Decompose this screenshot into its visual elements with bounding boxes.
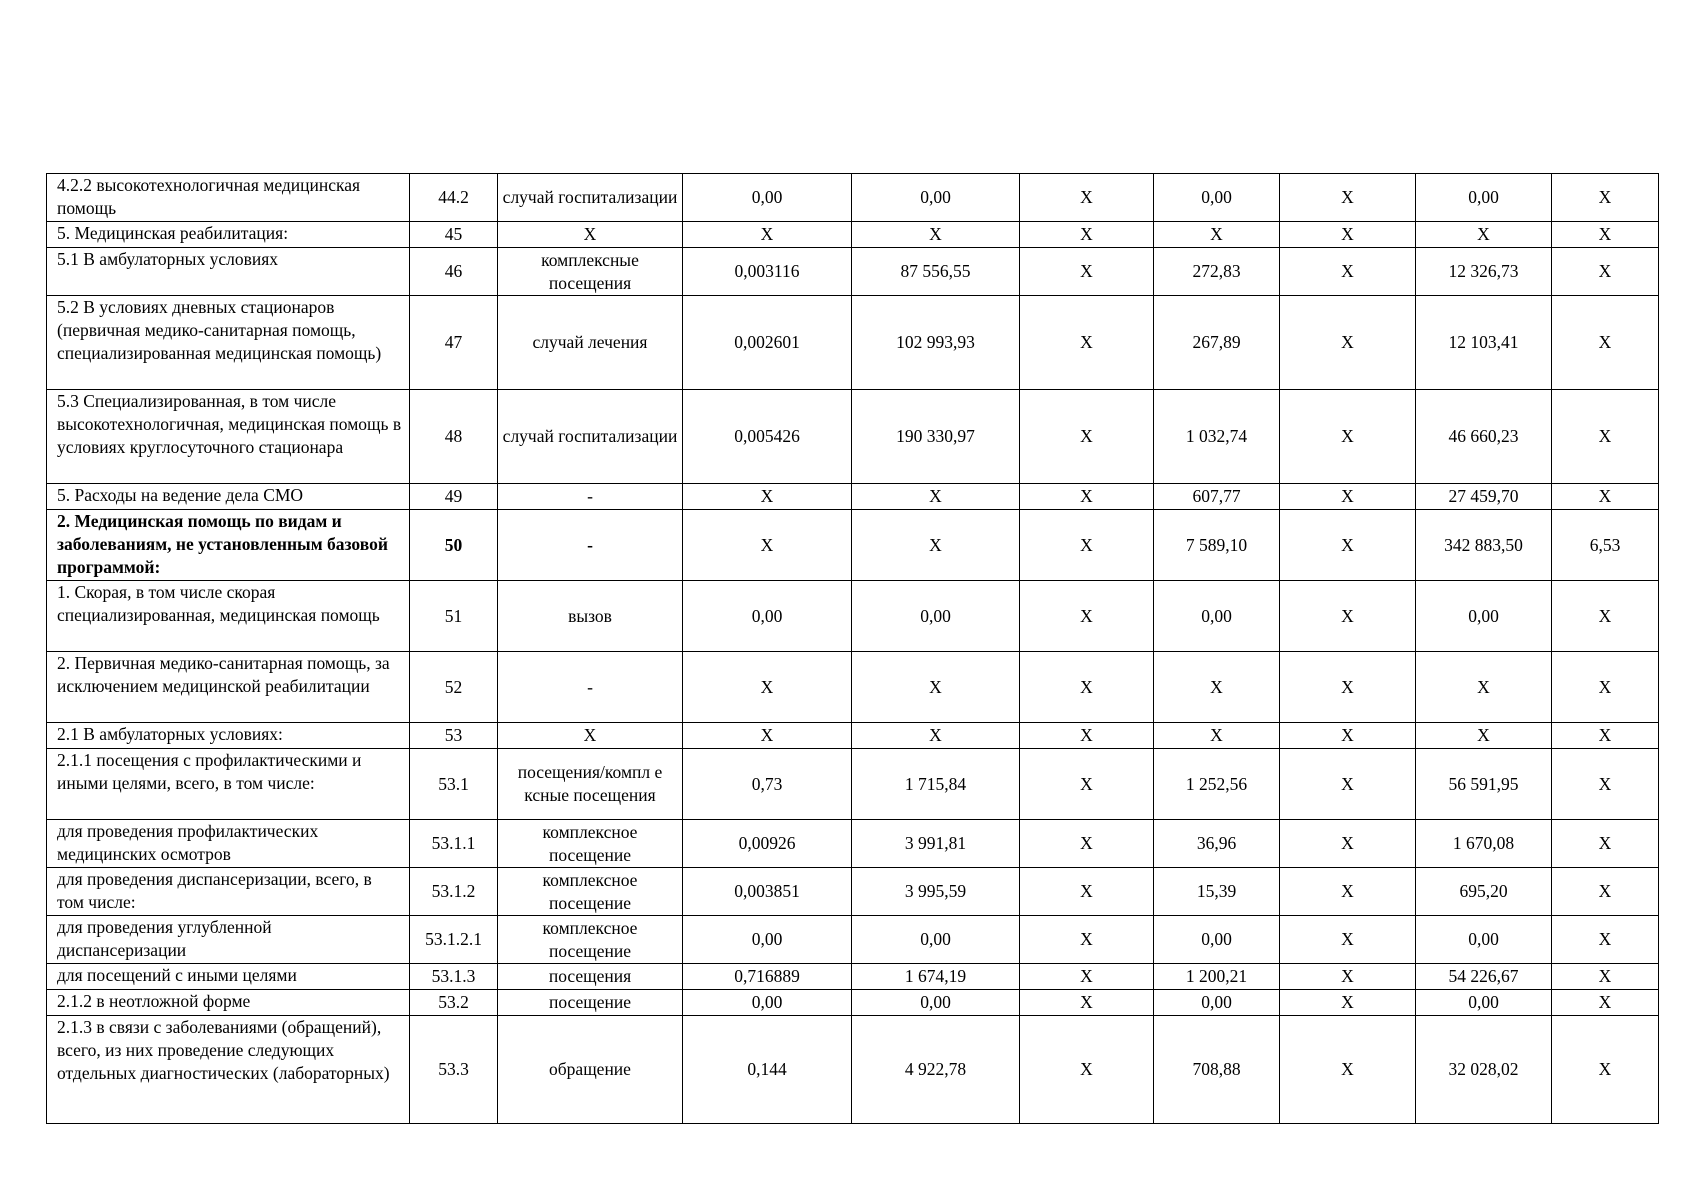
row-value-cell: X [1280,484,1416,510]
row-value-cell: X [1280,964,1416,990]
row-value-cell: X [1280,296,1416,390]
row-value-cell: X [1020,868,1154,916]
row-value-cell: X [1552,990,1659,1016]
row-value-cell: 0,00 [852,581,1020,652]
row-unit-cell: случай госпитализации [498,390,683,484]
row-value-cell: 708,88 [1154,1016,1280,1124]
table-row [47,510,1659,581]
row-value-cell: 0,00 [1416,916,1552,964]
row-name-cell: 4.2.2 высокотехнологичная медицинская помощь [47,174,410,222]
row-unit-cell: комплексное посещение [498,820,683,868]
row-value-cell: 0,003116 [683,248,852,296]
row-unit-cell: посещение [498,990,683,1016]
row-code-cell: 53.1.2 [410,868,498,916]
row-value-cell: 0,00 [683,174,852,222]
row-code-cell: 50 [410,510,498,581]
row-code-cell: 48 [410,390,498,484]
row-name-cell: 5. Расходы на ведение дела СМО [47,484,410,510]
row-value-cell: X [1552,916,1659,964]
row-value-cell: X [683,222,852,248]
row-value-cell: X [1154,222,1280,248]
table-row [47,174,1659,222]
row-value-cell: X [1552,820,1659,868]
row-value-cell: X [1280,652,1416,723]
table-row [47,296,1659,390]
row-value-cell: 15,39 [1154,868,1280,916]
row-value-cell: X [1552,652,1659,723]
row-value-cell: X [1020,990,1154,1016]
row-value-cell: 1 674,19 [852,964,1020,990]
row-code-cell: 44.2 [410,174,498,222]
row-value-cell: X [1020,174,1154,222]
row-value-cell: 0,00 [1416,174,1552,222]
row-code-cell: 51 [410,581,498,652]
table-row [47,723,1659,749]
row-value-cell: X [1280,390,1416,484]
row-value-cell: 3 995,59 [852,868,1020,916]
row-value-cell: X [1552,581,1659,652]
row-value-cell: 0,716889 [683,964,852,990]
row-value-cell: X [1020,510,1154,581]
row-name-cell: для посещений с иными целями [47,964,410,990]
table-row [47,652,1659,723]
row-value-cell: 190 330,97 [852,390,1020,484]
table-row [47,868,1659,916]
row-value-cell: 1 670,08 [1416,820,1552,868]
table-row [47,964,1659,990]
expense-table [46,173,1659,1124]
row-name-cell: 1. Скорая, в том числе скорая специализированная, медицинская помощь [47,581,410,652]
row-value-cell: 12 326,73 [1416,248,1552,296]
row-value-cell: X [1552,1016,1659,1124]
row-value-cell: 607,77 [1154,484,1280,510]
row-unit-cell: - [498,652,683,723]
row-value-cell: X [1020,296,1154,390]
row-value-cell: 0,00 [1154,581,1280,652]
row-value-cell: X [1020,581,1154,652]
row-value-cell: 0,005426 [683,390,852,484]
row-value-cell: X [1552,222,1659,248]
row-value-cell: X [1020,652,1154,723]
row-unit-cell: вызов [498,581,683,652]
row-unit-cell: случай лечения [498,296,683,390]
row-value-cell: 87 556,55 [852,248,1020,296]
row-value-cell: X [1552,868,1659,916]
row-unit-cell: случай госпитализации [498,174,683,222]
row-value-cell: X [1020,222,1154,248]
row-value-cell: X [1020,820,1154,868]
row-value-cell: 54 226,67 [1416,964,1552,990]
row-value-cell: X [1280,990,1416,1016]
table-body [47,174,1659,1124]
row-name-cell: 2. Первичная медико-санитарная помощь, за исключением медицинской реабилитации [47,652,410,723]
row-unit-cell: - [498,484,683,510]
row-value-cell: 0,73 [683,749,852,820]
row-value-cell: X [1020,723,1154,749]
row-unit-cell: X [498,723,683,749]
row-unit-cell: обращение [498,1016,683,1124]
row-value-cell: X [1280,868,1416,916]
row-code-cell: 53.1.1 [410,820,498,868]
row-unit-cell: посещения/компл е ксные посещения [498,749,683,820]
row-value-cell: 4 922,78 [852,1016,1020,1124]
row-value-cell: X [1280,916,1416,964]
row-code-cell: 45 [410,222,498,248]
row-value-cell: 342 883,50 [1416,510,1552,581]
row-value-cell: X [1552,964,1659,990]
row-value-cell: 1 715,84 [852,749,1020,820]
row-value-cell: X [1280,820,1416,868]
table-row [47,990,1659,1016]
row-value-cell: X [1020,484,1154,510]
row-name-cell: 2.1.2 в неотложной форме [47,990,410,1016]
row-name-cell: 2.1 В амбулаторных условиях: [47,723,410,749]
row-value-cell: 3 991,81 [852,820,1020,868]
row-name-cell: 5.1 В амбулаторных условиях [47,248,410,296]
row-value-cell: X [1552,248,1659,296]
row-value-cell: 56 591,95 [1416,749,1552,820]
row-value-cell: X [1280,174,1416,222]
row-value-cell: 1 252,56 [1154,749,1280,820]
row-value-cell: 267,89 [1154,296,1280,390]
row-value-cell: X [1280,248,1416,296]
row-value-cell: X [683,510,852,581]
row-value-cell: 0,003851 [683,868,852,916]
row-value-cell: X [1020,248,1154,296]
row-value-cell: X [1280,749,1416,820]
row-value-cell: X [1416,652,1552,723]
row-code-cell: 53.2 [410,990,498,1016]
row-value-cell: X [852,484,1020,510]
row-value-cell: 272,83 [1154,248,1280,296]
row-name-cell: для проведения углубленной диспансеризации [47,916,410,964]
row-code-cell: 47 [410,296,498,390]
row-code-cell: 52 [410,652,498,723]
row-value-cell: X [683,484,852,510]
row-value-cell: X [852,723,1020,749]
row-value-cell: 0,00 [852,174,1020,222]
table-row [47,749,1659,820]
row-name-cell: для проведения диспансеризации, всего, в том числе: [47,868,410,916]
table-row [47,484,1659,510]
row-value-cell: X [1552,174,1659,222]
row-value-cell: 36,96 [1154,820,1280,868]
row-code-cell: 53.1.3 [410,964,498,990]
row-value-cell: X [852,510,1020,581]
table-row [47,1016,1659,1124]
row-value-cell: 1 200,21 [1154,964,1280,990]
row-name-cell: 2. Медицинская помощь по видам и заболеваниям, не установленным базовой программой: [47,510,410,581]
row-value-cell: X [1280,723,1416,749]
row-value-cell: X [1020,1016,1154,1124]
row-unit-cell: - [498,510,683,581]
row-value-cell: X [1154,723,1280,749]
row-value-cell: 0,00926 [683,820,852,868]
row-value-cell: 0,00 [852,990,1020,1016]
row-name-cell: для проведения профилактических медицинских осмотров [47,820,410,868]
row-value-cell: X [1280,222,1416,248]
row-code-cell: 49 [410,484,498,510]
row-name-cell: 2.1.3 в связи с заболеваниями (обращений), всего, из них проведение следующих отдельных диагностических (лабораторных) [47,1016,410,1124]
row-unit-cell: комплексные посещения [498,248,683,296]
row-value-cell: X [1020,390,1154,484]
row-value-cell: 0,00 [1154,990,1280,1016]
row-value-cell: 0,00 [683,916,852,964]
row-value-cell: 0,00 [1154,916,1280,964]
row-name-cell: 5.3 Специализированная, в том числе высокотехнологичная, медицинская помощь в условиях круглосуточного стационара [47,390,410,484]
row-value-cell: 7 589,10 [1154,510,1280,581]
row-code-cell: 53.1.2.1 [410,916,498,964]
row-value-cell: 0,002601 [683,296,852,390]
row-value-cell: X [1552,296,1659,390]
row-value-cell: 0,00 [852,916,1020,964]
row-code-cell: 46 [410,248,498,296]
row-value-cell: X [1020,964,1154,990]
row-code-cell: 53.1 [410,749,498,820]
row-value-cell: X [1280,1016,1416,1124]
row-value-cell: X [1020,749,1154,820]
row-value-cell: 0,00 [1416,581,1552,652]
row-value-cell: X [1552,749,1659,820]
row-unit-cell: посещения [498,964,683,990]
row-value-cell: 0,144 [683,1016,852,1124]
row-unit-cell: X [498,222,683,248]
row-value-cell: 6,53 [1552,510,1659,581]
row-value-cell: 102 993,93 [852,296,1020,390]
row-value-cell: X [1154,652,1280,723]
row-value-cell: X [1552,390,1659,484]
row-value-cell: 32 028,02 [1416,1016,1552,1124]
row-value-cell: X [852,652,1020,723]
row-value-cell: 0,00 [1416,990,1552,1016]
table-row [47,248,1659,296]
row-code-cell: 53 [410,723,498,749]
row-value-cell: 0,00 [683,990,852,1016]
row-value-cell: 12 103,41 [1416,296,1552,390]
table-row [47,916,1659,964]
row-value-cell: 0,00 [683,581,852,652]
row-value-cell: 695,20 [1416,868,1552,916]
row-code-cell: 53.3 [410,1016,498,1124]
table-row [47,581,1659,652]
row-unit-cell: комплексное посещение [498,868,683,916]
table-row [47,222,1659,248]
row-name-cell: 2.1.1 посещения с профилактическими и иными целями, всего, в том числе: [47,749,410,820]
row-value-cell: X [1280,581,1416,652]
row-value-cell: X [1552,484,1659,510]
row-value-cell: X [1552,723,1659,749]
row-value-cell: 27 459,70 [1416,484,1552,510]
row-value-cell: 0,00 [1154,174,1280,222]
row-value-cell: X [1416,222,1552,248]
row-value-cell: X [683,652,852,723]
row-value-cell: X [852,222,1020,248]
row-name-cell: 5.2 В условиях дневных стационаров (первичная медико-санитарная помощь, специализированная медицинская помощь) [47,296,410,390]
row-value-cell: 46 660,23 [1416,390,1552,484]
row-value-cell: X [683,723,852,749]
row-unit-cell: комплексное посещение [498,916,683,964]
row-value-cell: 1 032,74 [1154,390,1280,484]
table-row [47,820,1659,868]
row-name-cell: 5. Медицинская реабилитация: [47,222,410,248]
row-value-cell: X [1280,510,1416,581]
table-row [47,390,1659,484]
row-value-cell: X [1416,723,1552,749]
row-value-cell: X [1020,916,1154,964]
